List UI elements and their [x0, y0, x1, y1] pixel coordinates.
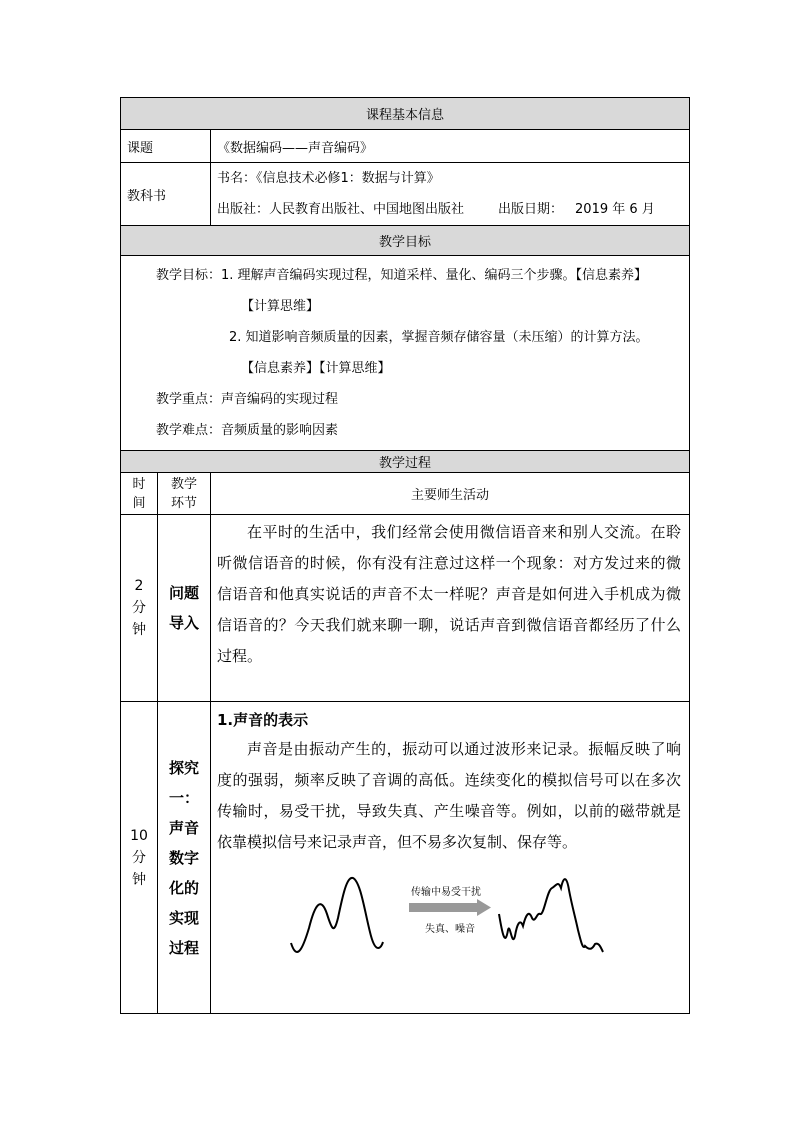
process-row-explore [121, 702, 690, 1014]
book-name: 书名：《信息技术必修1：数据与计算》 [217, 171, 440, 186]
objectives-header: 教学目标 [121, 226, 690, 256]
waveform-svg [211, 858, 690, 978]
objective-line-4: 【信息素养】【计算思维】 [241, 361, 391, 376]
pub-date-label: 出版日期： [498, 202, 564, 217]
objective-line-1: 教学目标：1. 理解声音编码实现过程，知道采样、量化、编码三个步骤。【信息素养】 [156, 268, 648, 283]
arrow-top-label: 传输中易受干扰 [411, 887, 481, 898]
sound-paragraph: 声音是由振动产生的，振动可以通过波形来记录。振幅反映了响度的强弱，频率反映了音调的高低。连续变化的模拟信号可以在多次传输时，易受干扰，导致失真、产生噪音等。例如，以前的磁带就是依靠模拟信号来记录声音，但不易多次复制、保存等。 [217, 740, 682, 851]
course-info-header: 课程基本信息 [121, 98, 690, 130]
col-time-header: 时 间 [121, 473, 158, 515]
waveform-figure [211, 858, 689, 978]
process-row-intro [121, 515, 690, 702]
intro-paragraph: 在平时的生活中，我们经常会使用微信语音来和别人交流。在聆听微信语音的时候，你有没有注意过这样一个现象：对方发过来的微信语音和他真实说话的声音不太一样呢？声音是如何进入手机成为微信语音的？今天我们就来聊一聊，说话声音到微信语音都经历了什么过程。 [217, 523, 682, 665]
arrow-head [477, 899, 491, 916]
lesson-plan-table [120, 97, 690, 1014]
lesson-plan-page [120, 97, 689, 1014]
key-point: 教学重点：声音编码的实现过程 [156, 392, 339, 407]
col-activity-header: 主要师生活动 [211, 473, 690, 515]
row2-phase: 探究 一： 声音 数字 化的 实现 过程 [158, 702, 211, 1014]
topic-value: 《数据编码——声音编码》 [211, 130, 690, 163]
objectives-body [121, 256, 690, 451]
objective-line-2: 【计算思维】 [241, 299, 320, 314]
row1-time: 2 分 钟 [121, 515, 158, 702]
original-waveform [291, 878, 383, 952]
row1-activity [211, 515, 690, 702]
pub-date: 2019 年 6 月 [575, 202, 655, 217]
row2-time: 10 分 钟 [121, 702, 158, 1014]
publisher: 出版社：人民教育出版社、中国地图出版社 [217, 202, 465, 217]
textbook-label: 教科书 [121, 163, 211, 226]
col-phase-header: 教学 环节 [158, 473, 211, 515]
arrow-bottom-label: 失真、噪音 [425, 924, 475, 935]
topic-label: 课题 [121, 130, 211, 163]
row2-activity [211, 702, 690, 1014]
row1-phase: 问题 导入 [158, 515, 211, 702]
textbook-info [211, 163, 690, 226]
difficulty-point: 教学难点：音频质量的影响因素 [156, 423, 339, 438]
publisher-line [217, 194, 689, 225]
arrow-shaft [409, 903, 477, 912]
objective-line-3: 2. 知道影响音频质量的因素，掌握音频存储容量（未压缩）的计算方法。 [229, 330, 649, 345]
distorted-waveform [499, 879, 603, 952]
section-title: 1.声音的表示 [217, 711, 309, 729]
process-header: 教学过程 [121, 451, 690, 473]
